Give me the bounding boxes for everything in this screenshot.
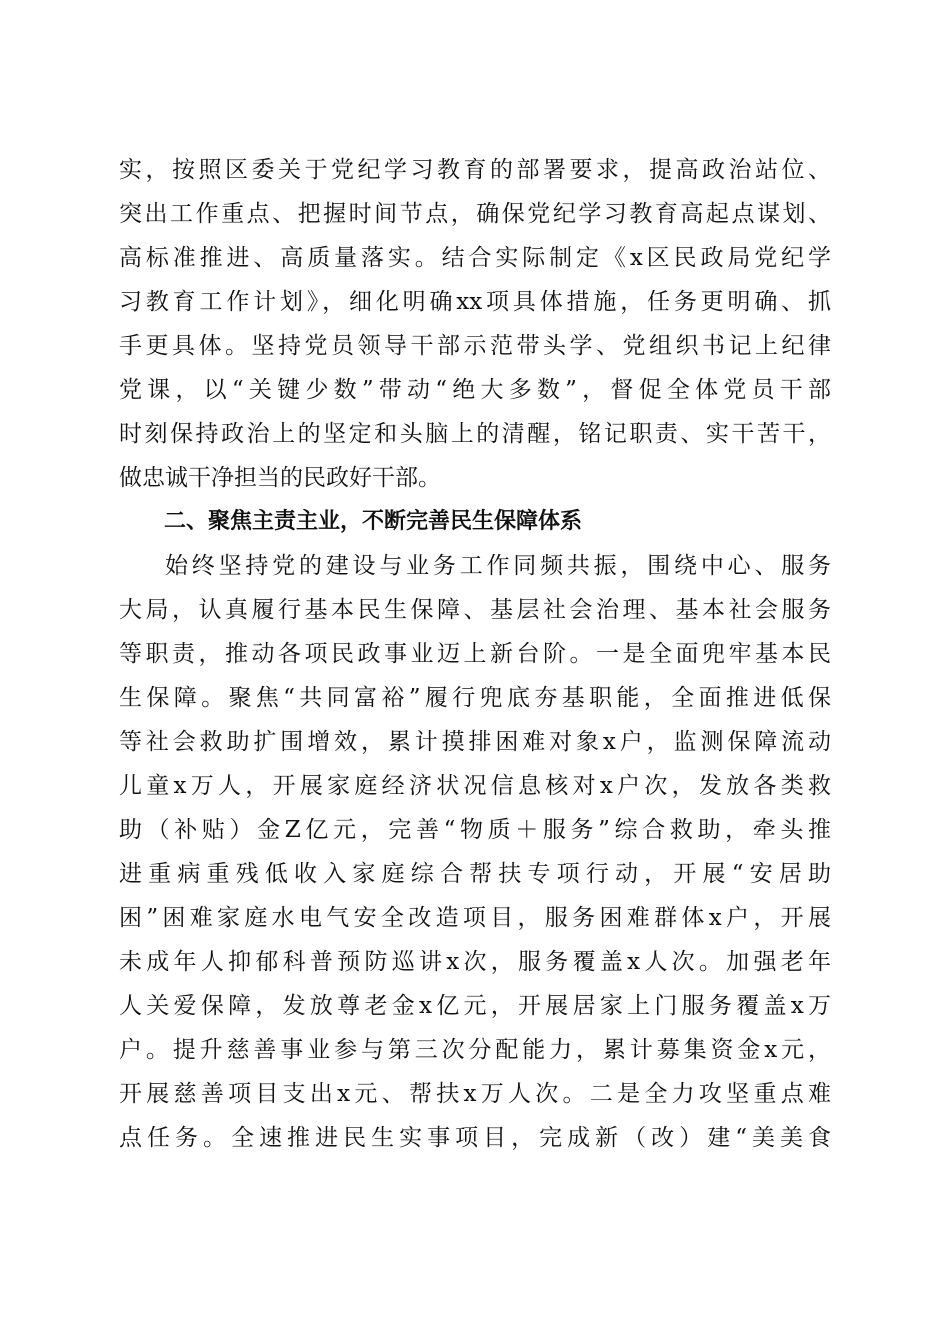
text-line: 户。提升慈善事业参与第三次分配能力，累计募集资金x元，: [119, 1037, 831, 1063]
text-line: 突出工作重点、把握时间节点，确保党纪学习教育高起点谋划、: [119, 201, 831, 227]
section-heading: 二、聚焦主责主业，不断完善民生保障体系: [164, 509, 583, 534]
text-line: 手更具体。坚持党员领导干部示范带头学、党组织书记上纪律: [119, 333, 831, 359]
text-line: 高标准推进、高质量落实。结合实际制定《x区民政局党纪学: [119, 245, 831, 271]
text-line: 始终坚持党的建设与业务工作同频共振，围绕中心、服务: [165, 553, 831, 579]
text-line: 生保障。聚焦“共同富裕”履行兜底夯基职能，全面推进低保: [119, 685, 831, 711]
text-line: 做忠诚干净担当的民政好干部。: [119, 465, 441, 491]
text-line: 开展慈善项目支出x元、帮扶x万人次。二是全力攻坚重点难: [119, 1081, 831, 1107]
text-line: 等社会救助扩围增效，累计摸排困难对象x户，监测保障流动: [119, 729, 831, 755]
text-line: 时刻保持政治上的坚定和头脑上的清醒，铭记职责、实干苦干，: [119, 421, 831, 447]
text-line: 未成年人抑郁科普预防巡讲x次，服务覆盖x人次。加强老年: [119, 949, 831, 975]
text-line: 实，按照区委关于党纪学习教育的部署要求，提高政治站位、: [119, 157, 831, 183]
text-line: 点任务。全速推进民生实事项目，完成新（改）建“美美食: [119, 1125, 831, 1151]
text-line: 大局，认真履行基本民生保障、基层社会治理、基本社会服务: [119, 597, 831, 623]
text-line: 困”困难家庭水电气安全改造项目，服务困难群体x户，开展: [119, 905, 831, 931]
text-line: 人关爱保障，发放尊老金x亿元，开展居家上门服务覆盖x万: [119, 993, 831, 1019]
text-line: 儿童x万人，开展家庭经济状况信息核对x户次，发放各类救: [119, 773, 831, 799]
text-line: 进重病重残低收入家庭综合帮扶专项行动，开展“安居助: [119, 861, 831, 887]
text-line: 习教育工作计划》，细化明确xx项具体措施，任务更明确、抓: [119, 289, 831, 315]
text-line: 党课，以“关键少数”带动“绝大多数”，督促全体党员干部: [119, 377, 831, 403]
text-line: 等职责，推动各项民政事业迈上新台阶。一是全面兜牢基本民: [119, 641, 831, 667]
text-line: 助（补贴）金Z亿元，完善“物质＋服务”综合救助，牵头推: [119, 817, 831, 843]
